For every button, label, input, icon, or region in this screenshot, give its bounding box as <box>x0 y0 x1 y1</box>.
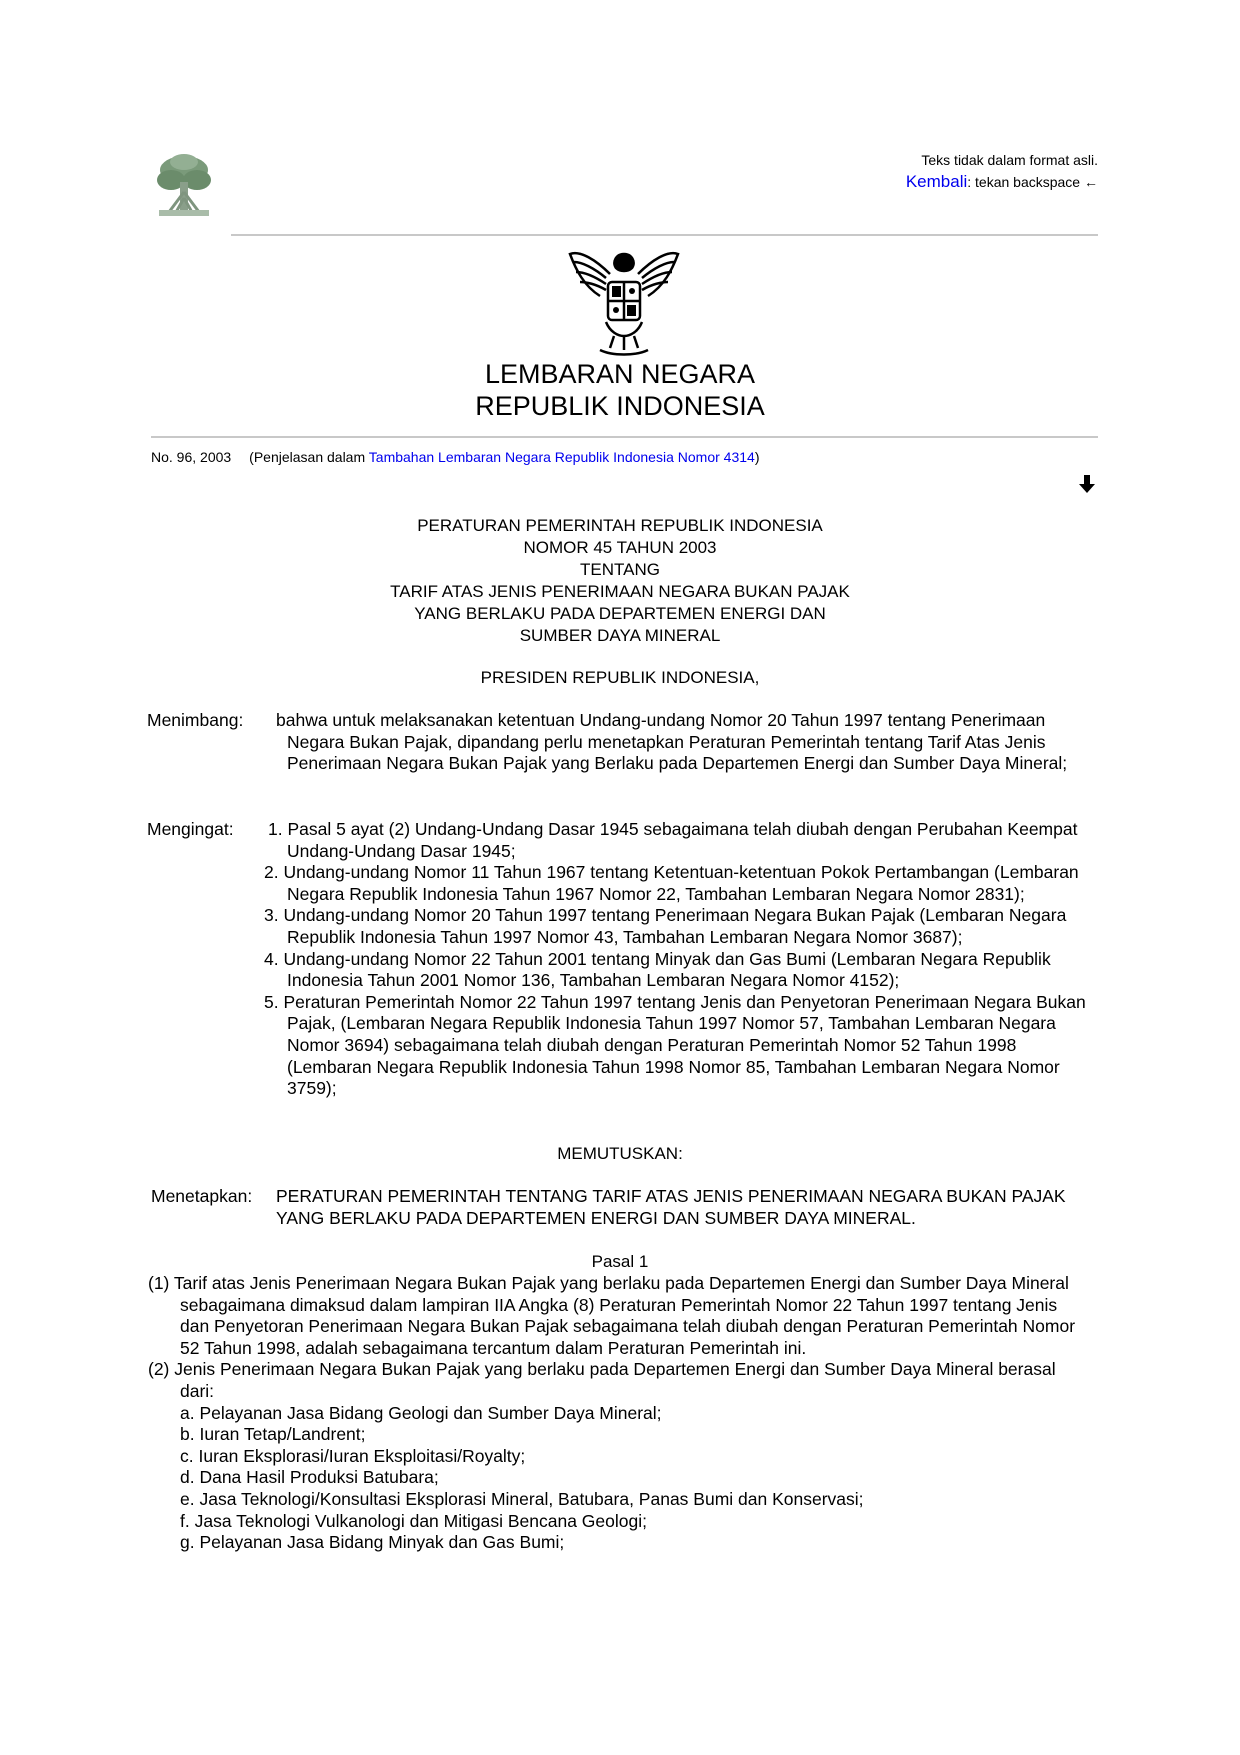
menetapkan-text: PERATURAN PEMERINTAH TENTANG TARIF ATAS JENIS PENERIMAAN NEGARA BUKAN PAJAK YANG BERLAKU PADA DEPARTEMEN ENERGI DAN SUMBER DAYA MINERAL. <box>276 1186 1066 1228</box>
menimbang-label: Menimbang: <box>147 710 244 730</box>
title-line: NOMOR 45 TAHUN 2003 <box>523 538 717 557</box>
ayat-2: (2) Jenis Penerimaan Negara Bukan Pajak yang berlaku pada Departemen Energi dan Sumber Daya Mineral berasal dari: <box>148 1359 1056 1401</box>
back-link[interactable]: Kembali <box>905 172 968 191</box>
reference-line <box>151 449 759 465</box>
title-line: TARIF ATAS JENIS PENERIMAAN NEGARA BUKAN PAJAK <box>390 582 850 601</box>
list-item: d. Dana Hasil Produksi Batubara; <box>180 1467 439 1488</box>
format-note-text: Teks tidak dalam format asli. <box>921 152 1098 168</box>
list-item: b. Iuran Tetap/Landrent; <box>180 1424 366 1445</box>
mengingat-item: 5. Peraturan Pemerintah Nomor 22 Tahun 1997 tentang Jenis dan Penyetoran Penerimaan Negara Bukan Pajak, (Lembaran Negara Republik Indonesia Tahun 1997 Nomor 57, Tambahan Lembaran Negara Nomor 3694) sebagaimana telah diubah dengan Peraturan Pemerintah Nomor 52 Tahun 1998 (Lembaran Negara Republik Indonesia Tahun 1998 Nomor 85, Tambahan Lembaran Negara Nomor 3759); <box>264 991 1086 1099</box>
mengingat-item: 1. Pasal 5 ayat (2) Undang-Undang Dasar 1945 sebagaimana telah diubah dengan Perubahan Keempat Undang-Undang Dasar 1945; <box>268 819 1078 861</box>
reference-number: No. 96, 2003 <box>151 449 232 465</box>
masthead-line-1: LEMBARAN NEGARA <box>484 359 756 389</box>
president-heading: PRESIDEN REPUBLIK INDONESIA, <box>480 668 760 687</box>
regulation-title <box>0 515 1240 647</box>
memutuskan-heading: MEMUTUSKAN: <box>557 1144 683 1163</box>
list-item: a. Pelayanan Jasa Bidang Geologi dan Sumber Daya Mineral; <box>180 1402 662 1423</box>
mengingat-item: 3. Undang-undang Nomor 20 Tahun 1997 tentang Penerimaan Negara Bukan Pajak (Lembaran Negara Republik Indonesia Tahun 1997 Nomor 43, Tambahan Lembaran Negara Nomor 3687); <box>264 905 1067 947</box>
back-hint-suffix: : tekan backspace ← <box>967 174 1098 190</box>
list-item: c. Iuran Eksplorasi/Iuran Eksploitasi/Royalty; <box>180 1445 526 1466</box>
masthead-divider <box>151 436 1098 438</box>
mengingat-item: 2. Undang-undang Nomor 11 Tahun 1967 tentang Ketentuan-ketentuan Pokok Pertambangan (Lembaran Negara Republik Indonesia Tahun 1967 Nomor 22, Tambahan Lembaran Negara Nomor 2831); <box>264 862 1079 904</box>
supplement-link[interactable]: Tambahan Lembaran Negara Republik Indonesia Nomor 4314 <box>368 449 755 465</box>
title-line: SUMBER DAYA MINERAL <box>519 626 721 645</box>
list-item: e. Jasa Teknologi/Konsultasi Eksplorasi Mineral, Batubara, Panas Bumi dan Konservasi; <box>180 1488 864 1509</box>
ayat-2-list <box>148 1403 1088 1554</box>
title-line: PERATURAN PEMERINTAH REPUBLIK INDONESIA <box>417 516 823 535</box>
pasal-1-body <box>148 1273 1088 1554</box>
format-note <box>906 150 1098 193</box>
reference-suffix: ) <box>754 449 760 465</box>
title-line: TENTANG <box>580 560 660 579</box>
mengingat-label: Mengingat: <box>147 819 234 839</box>
mengingat-list <box>264 819 1094 1100</box>
menetapkan-label: Menetapkan: <box>151 1186 253 1206</box>
pasal-1-title: Pasal 1 <box>591 1252 649 1271</box>
tree-logo-icon <box>153 152 215 218</box>
garuda-emblem-icon <box>566 240 682 360</box>
masthead-title <box>0 358 1240 422</box>
top-divider <box>231 234 1098 236</box>
ayat-1: (1) Tarif atas Jenis Penerimaan Negara Bukan Pajak yang berlaku pada Departemen Energi dan Sumber Daya Mineral sebagaimana dimaksud dalam lampiran IIA Angka (8) Peraturan Pemerintah Nomor 22 Tahun 1997 tentang Jenis dan Penyetoran Penerimaan Negara Bukan Pajak sebagaimana telah diubah dengan Peraturan Pemerintah Nomor 52 Tahun 1998, adalah sebagaimana tercantum dalam Peraturan Pemerintah ini. <box>148 1273 1076 1358</box>
title-line: YANG BERLAKU PADA DEPARTEMEN ENERGI DAN <box>414 604 826 623</box>
down-arrow-icon[interactable] <box>1077 474 1097 494</box>
menimbang-paragraph: bahwa untuk melaksanakan ketentuan Undang-undang Nomor 20 Tahun 1997 tentang Penerimaan Negara Bukan Pajak, dipandang perlu menetapkan Peraturan Pemerintah tentang Tarif Atas Jenis Penerimaan Negara Bukan Pajak yang Berlaku pada Departemen Energi dan Sumber Daya Mineral; <box>276 710 1068 774</box>
mengingat-item: 4. Undang-undang Nomor 22 Tahun 2001 tentang Minyak dan Gas Bumi (Lembaran Negara Republik Indonesia Tahun 2001 Nomor 136, Tambahan Lembaran Negara Nomor 4152); <box>264 948 1051 991</box>
back-hint <box>906 171 1098 193</box>
list-item: g. Pelayanan Jasa Bidang Minyak dan Gas Bumi; <box>180 1532 565 1553</box>
reference-prefix: (Penjelasan dalam <box>249 449 369 465</box>
masthead-line-2: REPUBLIK INDONESIA <box>475 391 765 421</box>
menimbang-text <box>276 710 1086 775</box>
list-item: f. Jasa Teknologi Vulkanologi dan Mitigasi Bencana Geologi; <box>180 1510 647 1531</box>
